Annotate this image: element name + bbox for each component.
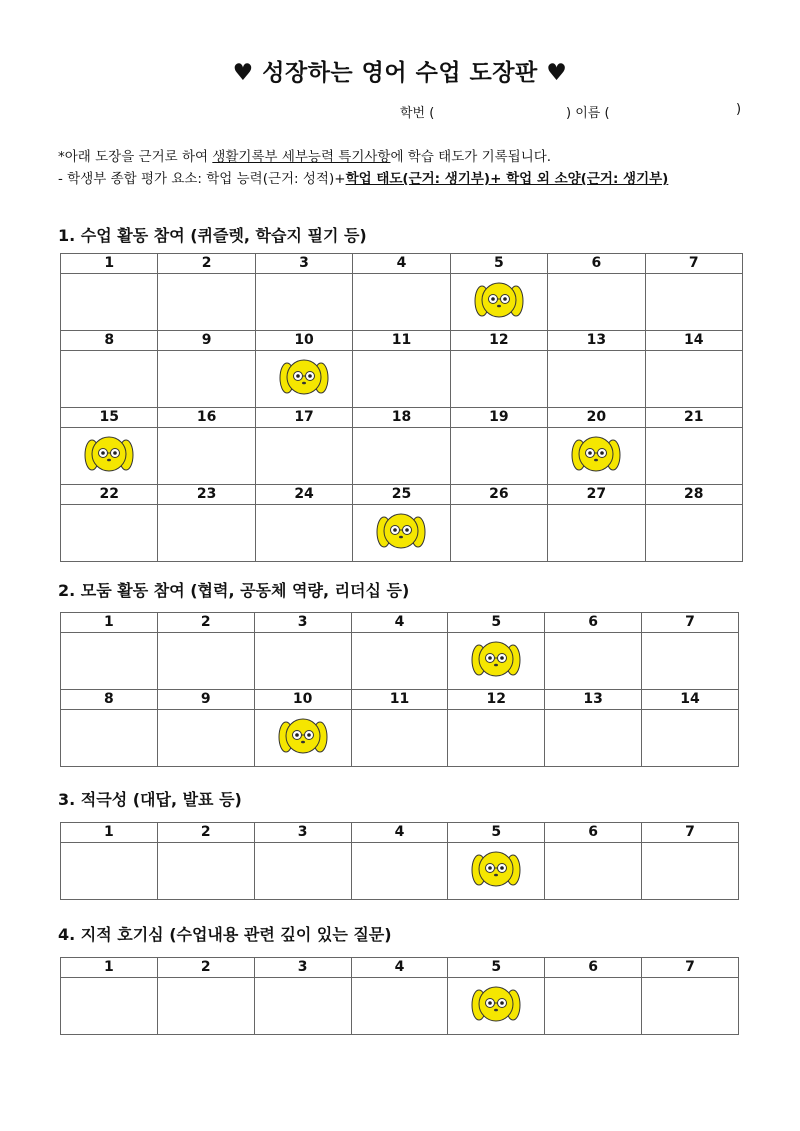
stamp-cell[interactable] xyxy=(548,505,645,562)
student-number-label: 학번 ( xyxy=(400,106,435,121)
day-number: 11 xyxy=(351,690,448,710)
yellow-dog-face-icon xyxy=(375,510,427,552)
day-number: 6 xyxy=(548,254,645,274)
stamp-cell[interactable] xyxy=(450,351,547,408)
note-line-1-end: 에 학습 태도가 기록됩니다. xyxy=(390,149,552,165)
day-number: 2 xyxy=(158,254,255,274)
stamp-row xyxy=(61,505,743,562)
stamp-cell[interactable] xyxy=(255,505,352,562)
stamp-cell[interactable] xyxy=(645,505,742,562)
student-name-label: ) 이름 ( xyxy=(566,106,610,121)
day-number: 13 xyxy=(545,690,642,710)
stamp-cell[interactable] xyxy=(61,633,158,690)
stamp-cell[interactable] xyxy=(351,843,448,900)
stamp-cell[interactable] xyxy=(351,710,448,767)
day-number: 20 xyxy=(548,408,645,428)
stamp-board-class-participation xyxy=(60,253,743,562)
stamp-cell[interactable] xyxy=(545,710,642,767)
section-1-title: 1. 수업 활동 참여 (퀴즐렛, 학습지 필기 등) xyxy=(58,226,367,245)
day-number: 18 xyxy=(353,408,450,428)
day-number: 8 xyxy=(61,690,158,710)
day-number: 6 xyxy=(545,823,642,843)
day-number: 2 xyxy=(157,958,254,978)
day-number: 5 xyxy=(448,958,545,978)
stamp-cell[interactable] xyxy=(254,843,351,900)
day-number: 27 xyxy=(548,485,645,505)
stamp-board-curiosity xyxy=(60,957,739,1035)
stamp-row xyxy=(61,633,739,690)
stamp-cell[interactable] xyxy=(448,633,545,690)
day-number: 7 xyxy=(642,613,739,633)
day-number: 3 xyxy=(254,613,351,633)
note-line-2-text: - 학생부 종합 평가 요소: 학업 능력(근거: 성적)+ xyxy=(58,171,346,187)
day-number: 7 xyxy=(642,958,739,978)
day-number: 3 xyxy=(255,254,352,274)
stamp-cell[interactable] xyxy=(642,633,739,690)
day-number: 1 xyxy=(61,958,158,978)
day-number: 8 xyxy=(61,331,158,351)
stamp-cell[interactable] xyxy=(61,978,158,1035)
stamp-cell[interactable] xyxy=(353,428,450,485)
yellow-dog-face-icon xyxy=(470,848,522,890)
stamp-cell[interactable] xyxy=(61,710,158,767)
day-number: 3 xyxy=(254,823,351,843)
stamp-cell[interactable] xyxy=(157,710,254,767)
stamp-cell[interactable] xyxy=(157,978,254,1035)
stamp-row xyxy=(61,710,739,767)
day-number: 4 xyxy=(351,613,448,633)
yellow-dog-face-icon xyxy=(470,638,522,680)
stamp-cell[interactable] xyxy=(645,274,742,331)
stamp-cell[interactable] xyxy=(448,710,545,767)
day-number: 22 xyxy=(61,485,158,505)
day-number: 9 xyxy=(157,690,254,710)
stamp-cell[interactable] xyxy=(351,978,448,1035)
day-number: 14 xyxy=(642,690,739,710)
stamp-cell[interactable] xyxy=(545,978,642,1035)
note-line-2-bold: 학업 태도(근거: 생기부)+ 학업 외 소양(근거: 생기부) xyxy=(345,171,669,187)
stamp-cell[interactable] xyxy=(158,505,255,562)
stamp-cell[interactable] xyxy=(548,351,645,408)
day-number: 7 xyxy=(645,254,742,274)
stamp-cell[interactable] xyxy=(158,351,255,408)
day-number: 3 xyxy=(254,958,351,978)
day-number: 15 xyxy=(61,408,158,428)
stamp-cell[interactable] xyxy=(351,633,448,690)
stamp-cell[interactable] xyxy=(353,274,450,331)
number-row xyxy=(61,690,739,710)
stamp-cell[interactable] xyxy=(448,843,545,900)
number-row xyxy=(61,408,743,428)
section-2-title: 2. 모둠 활동 참여 (협력, 공동체 역량, 리더십 등) xyxy=(58,581,410,600)
stamp-cell[interactable] xyxy=(61,274,158,331)
stamp-cell[interactable] xyxy=(255,274,352,331)
stamp-cell[interactable] xyxy=(61,351,158,408)
day-number: 19 xyxy=(450,408,547,428)
stamp-cell[interactable] xyxy=(448,978,545,1035)
stamp-cell[interactable] xyxy=(254,633,351,690)
number-row xyxy=(61,823,739,843)
number-row xyxy=(61,613,739,633)
stamp-cell[interactable] xyxy=(254,710,351,767)
note-line-2 xyxy=(58,168,668,190)
stamp-board-group-activity xyxy=(60,612,739,767)
day-number: 12 xyxy=(448,690,545,710)
stamp-cell[interactable] xyxy=(642,843,739,900)
day-number: 4 xyxy=(351,958,448,978)
stamp-row xyxy=(61,843,739,900)
stamp-row xyxy=(61,978,739,1035)
stamp-cell[interactable] xyxy=(642,978,739,1035)
student-id-line xyxy=(0,102,800,122)
stamp-cell[interactable] xyxy=(642,710,739,767)
stamp-cell[interactable] xyxy=(548,274,645,331)
stamp-cell[interactable] xyxy=(353,505,450,562)
day-number: 2 xyxy=(157,613,254,633)
stamp-cell[interactable] xyxy=(255,351,352,408)
note-line-1-text: *아래 도장을 근거로 하여 xyxy=(58,149,213,165)
number-row xyxy=(61,958,739,978)
stamp-cell[interactable] xyxy=(61,428,158,485)
day-number: 24 xyxy=(255,485,352,505)
yellow-dog-face-icon xyxy=(470,983,522,1025)
stamp-cell[interactable] xyxy=(645,351,742,408)
stamp-cell[interactable] xyxy=(158,428,255,485)
day-number: 14 xyxy=(645,331,742,351)
stamp-row xyxy=(61,351,743,408)
note-line-1 xyxy=(58,146,668,168)
day-number: 10 xyxy=(254,690,351,710)
day-number: 9 xyxy=(158,331,255,351)
number-row xyxy=(61,331,743,351)
stamp-cell[interactable] xyxy=(61,505,158,562)
day-number: 6 xyxy=(545,958,642,978)
stamp-cell[interactable] xyxy=(61,843,158,900)
yellow-dog-face-icon xyxy=(277,715,329,757)
stamp-cell[interactable] xyxy=(548,428,645,485)
day-number: 5 xyxy=(450,254,547,274)
stamp-row xyxy=(61,428,743,485)
day-number: 23 xyxy=(158,485,255,505)
stamp-cell[interactable] xyxy=(158,274,255,331)
day-number: 4 xyxy=(353,254,450,274)
day-number: 6 xyxy=(545,613,642,633)
day-number: 26 xyxy=(450,485,547,505)
stamp-row xyxy=(61,274,743,331)
day-number: 12 xyxy=(450,331,547,351)
day-number: 1 xyxy=(61,613,158,633)
day-number: 1 xyxy=(61,254,158,274)
stamp-cell[interactable] xyxy=(545,843,642,900)
number-row xyxy=(61,254,743,274)
day-number: 13 xyxy=(548,331,645,351)
notes xyxy=(58,146,668,190)
day-number: 2 xyxy=(157,823,254,843)
day-number: 4 xyxy=(351,823,448,843)
yellow-dog-face-icon xyxy=(83,433,135,475)
day-number: 16 xyxy=(158,408,255,428)
day-number: 25 xyxy=(353,485,450,505)
day-number: 5 xyxy=(448,823,545,843)
day-number: 5 xyxy=(448,613,545,633)
page-title: ♥ 성장하는 영어 수업 도장판 ♥ xyxy=(232,60,568,86)
yellow-dog-face-icon xyxy=(570,433,622,475)
note-line-1-underlined: 생활기록부 세부능력 특기사항 xyxy=(212,149,391,165)
stamp-cell[interactable] xyxy=(353,351,450,408)
day-number: 7 xyxy=(642,823,739,843)
yellow-dog-face-icon xyxy=(278,356,330,398)
day-number: 28 xyxy=(645,485,742,505)
day-number: 1 xyxy=(61,823,158,843)
stamp-cell[interactable] xyxy=(645,428,742,485)
stamp-board-proactiveness xyxy=(60,822,739,900)
stamp-cell[interactable] xyxy=(545,633,642,690)
stamp-cell[interactable] xyxy=(157,633,254,690)
day-number: 10 xyxy=(255,331,352,351)
stamp-cell[interactable] xyxy=(450,274,547,331)
section-3-title: 3. 적극성 (대답, 발표 등) xyxy=(58,790,242,809)
yellow-dog-face-icon xyxy=(473,279,525,321)
stamp-cell[interactable] xyxy=(450,428,547,485)
stamp-cell[interactable] xyxy=(157,843,254,900)
number-row xyxy=(61,485,743,505)
section-4-title: 4. 지적 호기심 (수업내용 관련 깊이 있는 질문) xyxy=(58,925,392,944)
stamp-cell[interactable] xyxy=(450,505,547,562)
stamp-cell[interactable] xyxy=(254,978,351,1035)
day-number: 17 xyxy=(255,408,352,428)
day-number: 21 xyxy=(645,408,742,428)
student-name-close: ) xyxy=(736,102,742,117)
stamp-cell[interactable] xyxy=(255,428,352,485)
day-number: 11 xyxy=(353,331,450,351)
